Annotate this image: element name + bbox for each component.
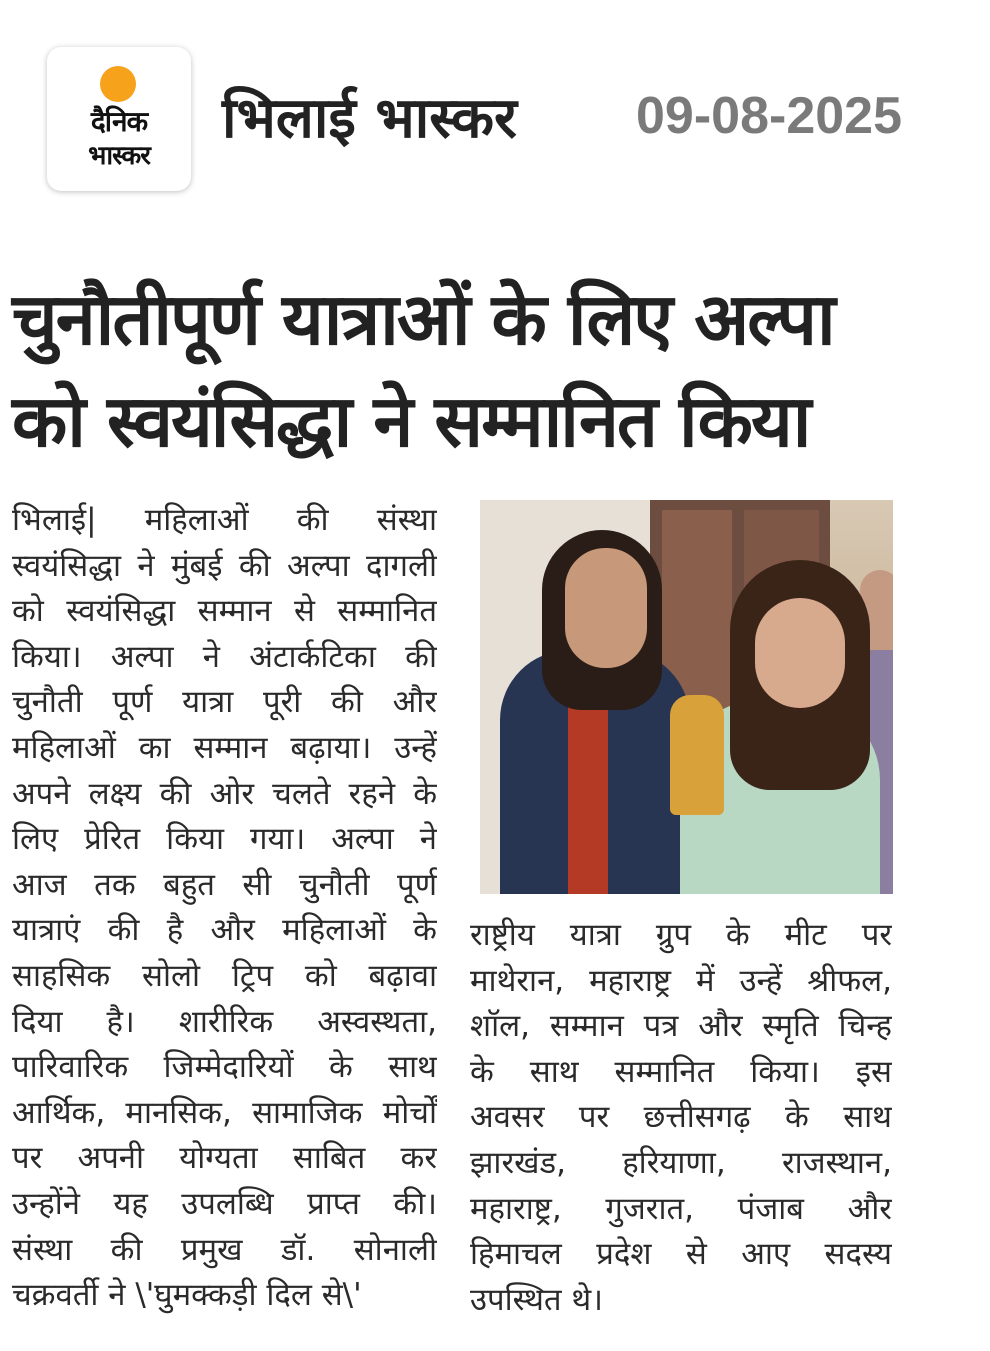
body-line: भिलाई| महिलाओं की संस्था: [12, 502, 437, 538]
page-header: [0, 0, 990, 210]
body-line: को स्वयंसिद्धा सम्मान से सम्मानित: [12, 593, 437, 630]
body-line: शॉल, सम्मान पत्र और स्मृति चिन्ह: [470, 1008, 892, 1045]
body-line: हिमाचल प्रदेश से आए सदस्य: [470, 1236, 892, 1273]
body-line: उपस्थित थे।: [470, 1281, 603, 1318]
article-photo: [480, 500, 893, 894]
article-right-column: [470, 913, 892, 1323]
body-line: महाराष्ट्र, गुजरात, पंजाब और: [470, 1190, 892, 1227]
logo-sun-icon: [100, 66, 136, 102]
body-line: पर अपनी योग्यता साबित कर: [12, 1140, 437, 1177]
body-line: स्वयंसिद्धा ने मुंबई की अल्पा दागली: [12, 547, 437, 584]
body-line: उन्होंने यह उपलब्धि प्राप्त की।: [12, 1185, 437, 1222]
body-line: के साथ सम्मानित किया। इस: [470, 1053, 892, 1090]
body-line: चुनौती पूर्ण यात्रा पूरी की और: [12, 684, 437, 721]
edition-name: भिलाई भास्कर: [222, 86, 517, 151]
article-headline: [12, 268, 912, 472]
body-line: अवसर पर छत्तीसगढ़ के साथ: [470, 1099, 892, 1136]
body-line: दिया है। शारीरिक अस्वस्थता,: [12, 1003, 437, 1040]
body-line: झारखंड, हरियाणा, राजस्थान,: [470, 1144, 892, 1181]
body-line: किया। अल्पा ने अंटार्कटिका की: [12, 638, 437, 675]
trophy-icon: [670, 695, 724, 815]
logo-text-bottom: भास्कर: [88, 141, 150, 171]
body-line: आर्थिक, मानसिक, सामाजिक मोर्चों: [12, 1094, 437, 1131]
headline-line: को स्वयंसिद्धा ने सम्मानित किया: [12, 379, 810, 463]
body-line: चक्रवर्ती ने \'घुमक्कड़ी दिल से\': [12, 1277, 362, 1314]
body-line: संस्था की प्रमुख डॉ. सोनाली: [12, 1231, 437, 1268]
body-line: यात्राएं की है और महिलाओं के: [12, 912, 437, 949]
edition-date: 09-08-2025: [636, 87, 902, 145]
body-line: राष्ट्रीय यात्रा ग्रुप के मीट पर: [470, 917, 892, 953]
body-line: अपने लक्ष्य की ओर चलते रहने के: [12, 775, 437, 812]
body-line: पारिवारिक जिम्मेदारियों के साथ: [12, 1049, 437, 1086]
body-line: महिलाओं का सम्मान बढ़ाया। उन्हें: [12, 729, 437, 766]
body-line: साहसिक सोलो ट्रिप को बढ़ावा: [12, 957, 437, 994]
article-left-column: [12, 498, 437, 1319]
body-line: आज तक बहुत सी चुनौती पूर्ण: [12, 866, 437, 903]
headline-line: चुनौतीपूर्ण यात्राओं के लिए अल्पा: [12, 277, 834, 361]
body-line: माथेरान, महाराष्ट्र में उन्हें श्रीफल,: [470, 962, 892, 999]
body-line: लिए प्रेरित किया गया। अल्पा ने: [12, 821, 437, 858]
logo-text-top: दैनिक: [90, 105, 148, 138]
